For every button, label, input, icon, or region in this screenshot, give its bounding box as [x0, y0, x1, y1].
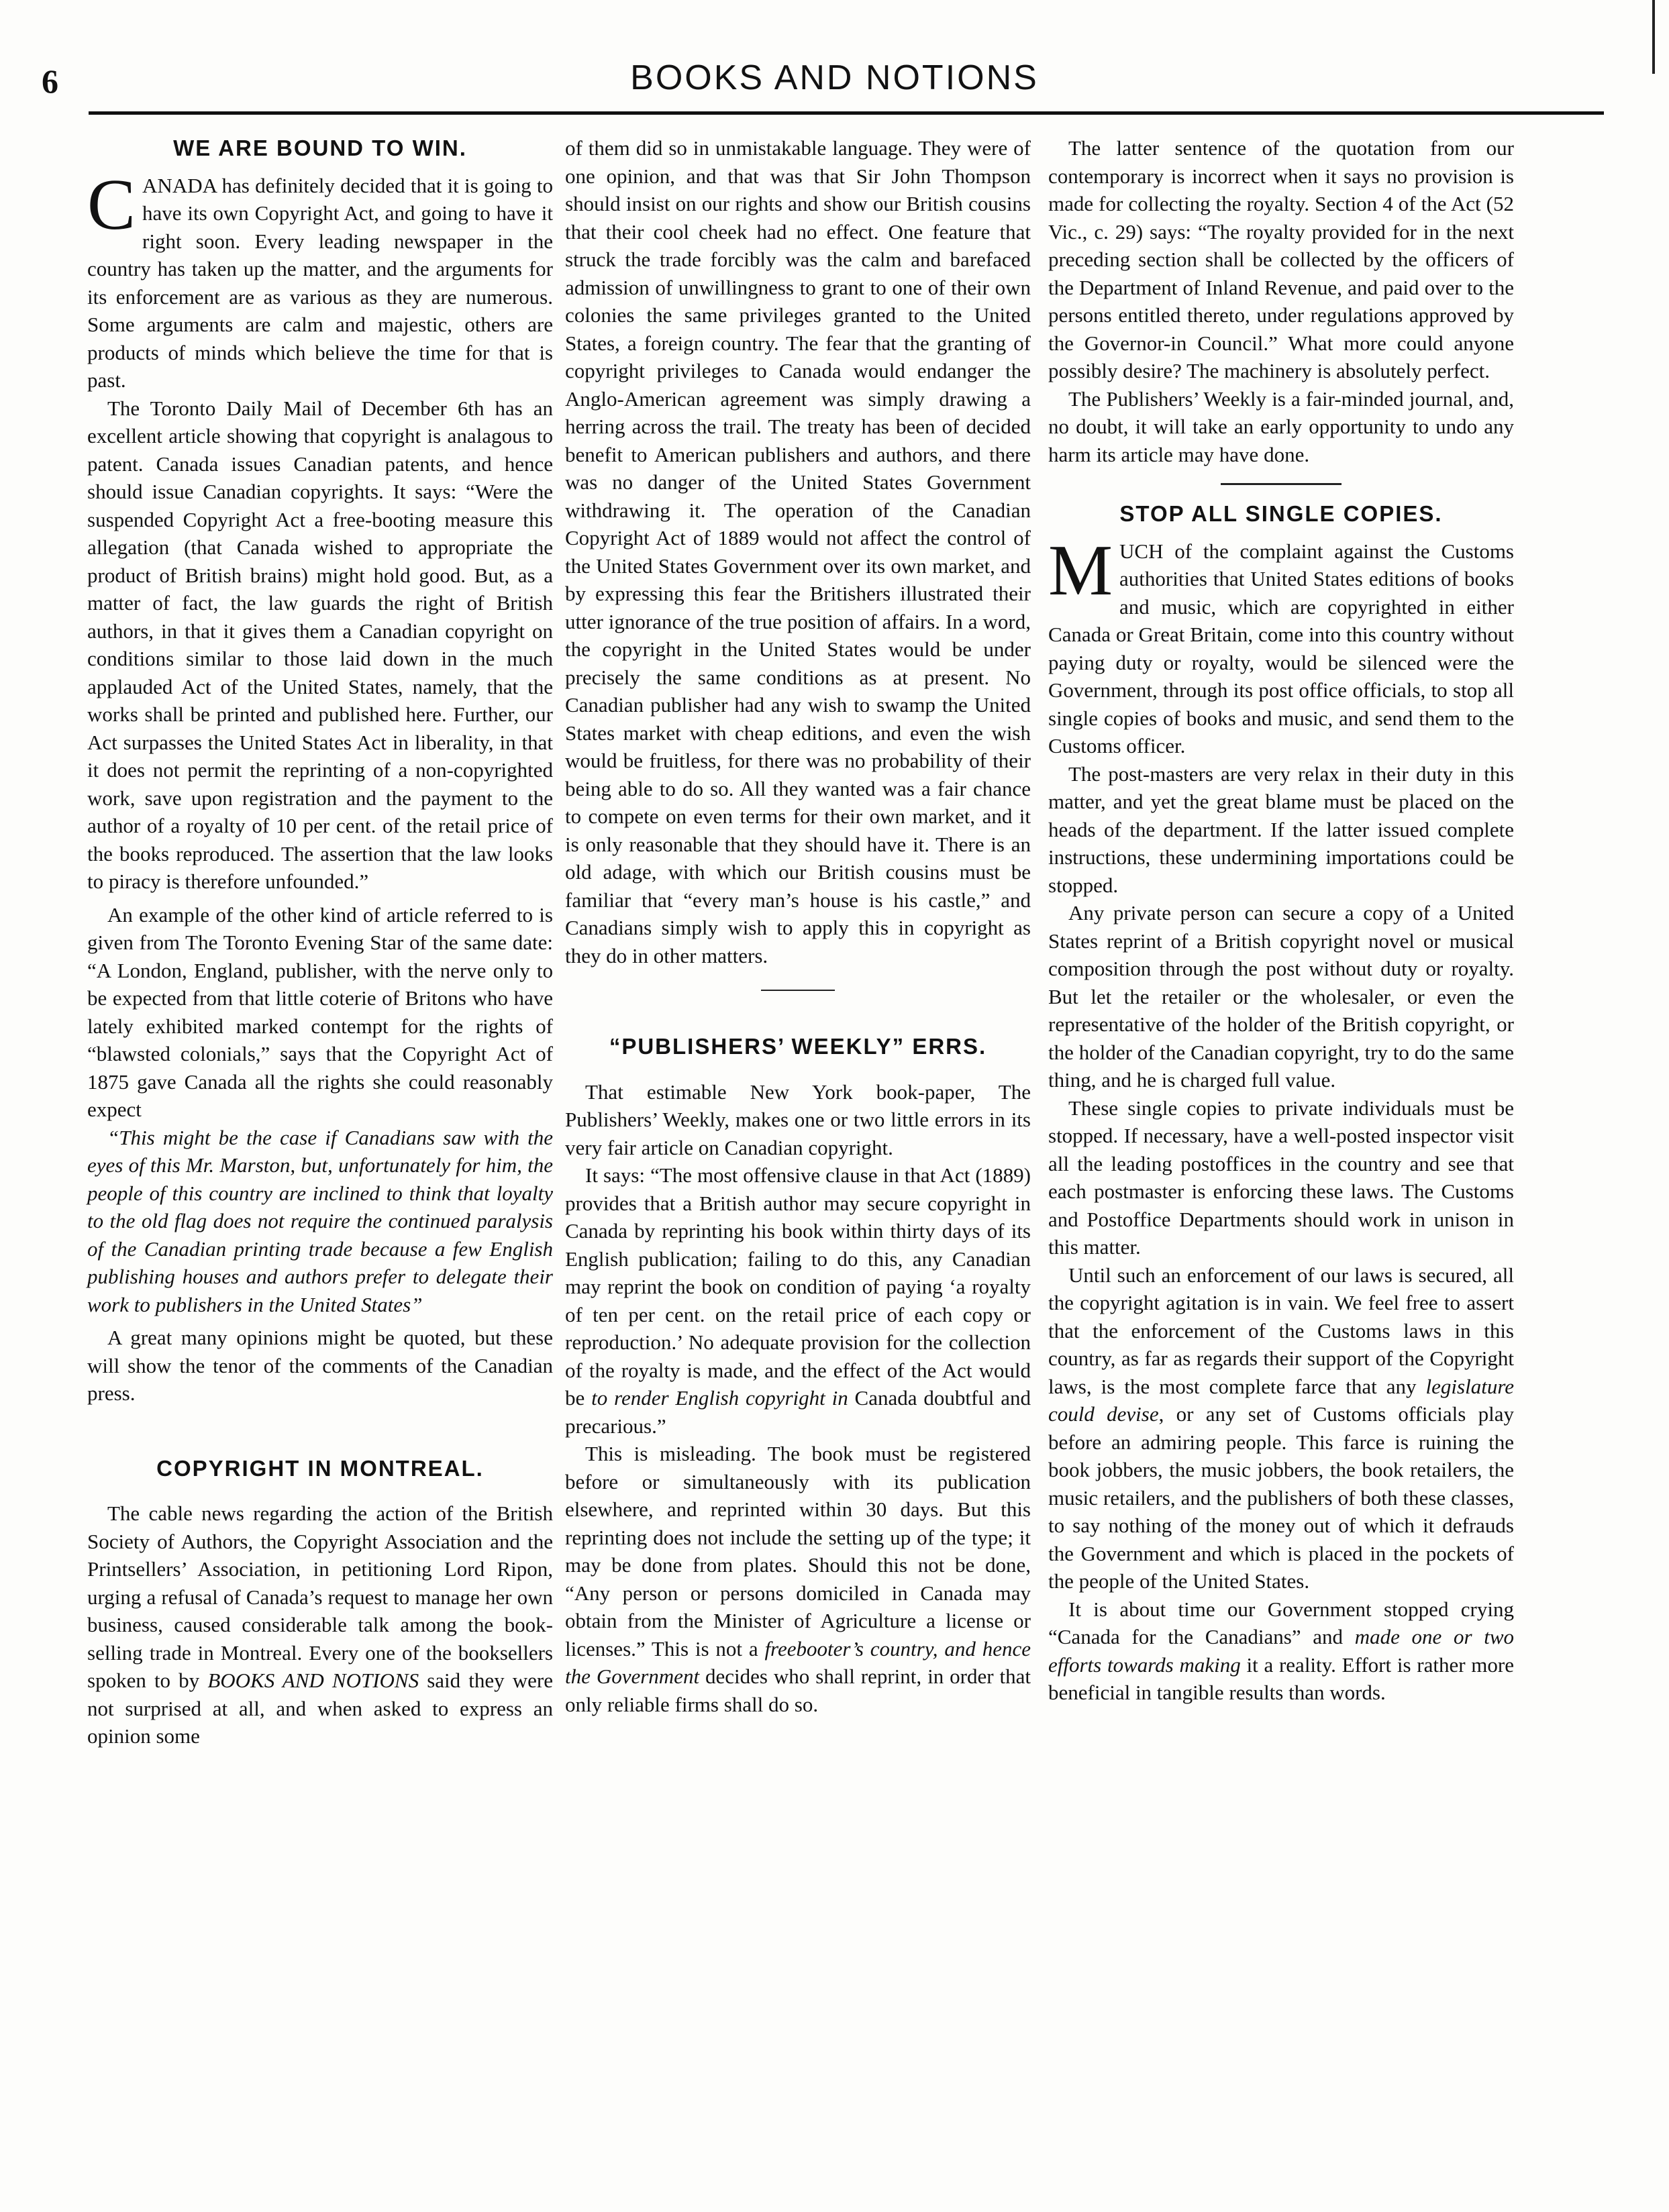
paragraph-text: Canada doubtful and precarious.”: [565, 1386, 1031, 1438]
column-1: [87, 134, 553, 1750]
article-paragraph: [565, 1161, 1031, 1440]
paragraph-text: UCH of the complaint against the Customs authorities that United States editions of books and music, which are copyrighted in either Canada or Great Britain, come into this country without paying duty or royalty, would be silenced were the Government, through its post office officials, to stop all single copies of books and music, and send them to the Customs officer.: [1048, 539, 1514, 757]
article-paragraph: Any private person can secure a copy of a United States reprint of a British copyright novel or musical composition through the post without duty or royalty. But let the retailer or the wholesaler, or even the representative of the holder of the British copyright, or the holder of the Canadian copyright, try to do the same thing, and he is charged full value.: [1048, 901, 1514, 1092]
running-title: BOOKS AND NOTIONS: [630, 58, 1039, 97]
paragraph-text: The cable news regarding the action of the British Society of Authors, the Copyright Association and the Printsellers’ Association, in petitioning Lord Ripon, urging a refusal of Canada’s request to manage her own business, caused considerable talk among the book-selling trade in Montreal. Every one of the booksellers spoken to by: [87, 1502, 553, 1692]
column-2: [565, 134, 1031, 1718]
article-paragraph: [1048, 1261, 1514, 1595]
article-paragraph: The Publishers’ Weekly is a fair-minded journal, and, no doubt, it will take an early opportunity to undo any harm its article may have done.: [1048, 386, 1514, 466]
heading-we-are-bound-to-win: WE ARE BOUND TO WIN.: [173, 136, 467, 160]
section-divider: [1221, 483, 1342, 485]
block-quote: “This might be the case if Canadians saw with the eyes of this Mr. Marston, but, unfortunately for him, the people of this country are inclined to think that loyalty to the old flag does not require the continued paralysis of the Canadian printing trade because a few English publishing houses and authors prefer to delegate their work to publishers in the United States”: [87, 1125, 553, 1316]
article-paragraph: A great many opinions might be quoted, but these will show the tenor of the comments of the Canadian press.: [87, 1326, 553, 1405]
paragraph-text: It says: “The most offensive clause in that Act (1889) provides that a British author may secure copyright in Canada by reprinting his book within thirty days of its English publication; failing to do this, any Canadian may reprint the book on condition of paying ‘a royalty of ten per cent. on the retail price of each copy or reproduction.’ No adequate provision for the collection of the royalty is made, and the effect of the Act would be: [565, 1163, 1031, 1410]
drop-cap: M: [1048, 530, 1113, 611]
article-paragraph: The latter sentence of the quotation from our contemporary is incorrect when it says no provision is made for collecting the royalty. Section 4 of the Act (52 Vic., c. 29) says: “The royalty provided for in the next preceding section shall be collected by the officers of the Department of Inland Revenue, and paid over to the persons entitled thereto, under regulations approved by the Governor-in Council.” What more could anyone possibly desire? The machinery is absolutely perfect.: [1048, 136, 1514, 382]
page-number: 6: [42, 62, 58, 100]
article-paragraph: [1048, 530, 1514, 760]
paragraph-text: said they were not surprised at all, and when asked to express an opinion some: [87, 1669, 553, 1748]
article-paragraph: [87, 1499, 553, 1750]
heading-copyright-in-montreal: COPYRIGHT IN MONTREAL.: [156, 1455, 484, 1481]
article-paragraph: That estimable New York book-paper, The Publishers’ Weekly, makes one or two little errors in its very fair article on Canadian copyright.: [565, 1079, 1031, 1159]
paragraph-text: it a reality. Effort is rather more beneficial in tangible results than words.: [1048, 1652, 1514, 1704]
italic-text: to render English copyright in: [591, 1386, 848, 1410]
italic-text: legislature could devise: [1048, 1374, 1514, 1426]
paragraph-text: It is about time our Government stopped crying “Canada for the Canadians” and: [1048, 1597, 1514, 1648]
section-divider: [761, 990, 835, 991]
paragraph-text: This is misleading. The book must be registered before or simultaneously with its publication elsewhere, and reprinted within 30 days. But this reprinting does not include the setting up of the type; it may be done from plates. Should this not be done, “Any person or persons domiciled in Canada may obtain from the Minister of Agriculture a license or licenses.” This is not a: [565, 1442, 1031, 1661]
article-paragraph: [1048, 1595, 1514, 1707]
paragraph-text: , or any set of Customs officials play before an admiring people. This farce is ruining the book jobbers, the music jobbers, the book retailers, the music retailers, and the publishers of both these classes, to say nothing of the money out of which it defrauds the Government and which is placed in the pockets of the people of the United States.: [1048, 1402, 1514, 1593]
italic-text: made one or two efforts towards making: [1048, 1625, 1514, 1677]
article-paragraph: of them did so in unmistakable language. They were of one opinion, and that was that Sir John Thompson should insist on our rights and show our British cousins that their cool cheek had no effect. One feature that struck the trade forcibly was the calm and barefaced admission of unwillingness to grant to one of their own colonies the same privileges granted to the United States, a foreign country. The fear that the granting of copyright privileges to Canada would endanger the Anglo-American agreement was simply drawing a herring across the trail. The treaty has been of decided benefit to American publishers and authors, and there was no danger of the United States Government withdrawing it. The operation of the Canadian Copyright Act of 1889 would not affect the control of the United States Government over its own market, and by expressing this fear the Britishers illustrated their utter ignorance of the true position of affairs. In a word, the copyright in the United States would be under precisely the same conditions as at present. No Canadian publisher had any wish to swamp the United States market with cheap editions, and even the wish would be fruitless, for there was no probability of their being able to do so. All they wanted was a fair chance to compete on even terms for their own market, and it is only reasonable that they should have it. There is an old adage, with which our British cousins must be familiar that “every man’s house is his castle,” and Canadians simply wish to apply this in copyright as they do in other matters.: [565, 136, 1031, 967]
heading-publishers-weekly-errs: “PUBLISHERS’ WEEKLY” ERRS.: [609, 1034, 987, 1059]
drop-cap: C: [87, 164, 136, 245]
paragraph-text: Until such an enforcement of our laws is secured, all the copyright agitation is in vain. We feel free to assert that the enforcement of the Customs laws in this country, as far as regards their support of the Copyright laws, is the most complete farce that any: [1048, 1263, 1514, 1398]
article-paragraph: An example of the other kind of article referred to is given from The Toronto Evening Star of the same date: “A London, England, publisher, with the nerve only to be expected from that little coterie of Britons who have lately exhibited marked contempt for the rights of “blawsted colonials,” says that the Copyright Act of 1875 gave Canada all the rights she could reasonably expect: [87, 902, 553, 1121]
scan-edge-mark: [1652, 0, 1655, 74]
article-paragraph: The Toronto Daily Mail of December 6th has an excellent article showing that copyright is analagous to patent. Canada issues Canadian patents, and hence should issue Canadian copyrights. It says: “Were the suspended Copyright Act a free-booting measure this allegation (that Canada wished to appropriate the product of British brains) might hold good. But, as a matter of fact, the law guards the right of British authors, in that it gives them a Canadian copyright on conditions similar to those laid down in the much applauded Act of the United States, namely, that the works shall be printed and published here. Further, our Act surpasses the United States Act in liberality, in that it does not permit the reprinting of a non-copyrighted work, save upon registration and the payment to the author of a royalty of 10 per cent. of the retail price of the books reproduced. The assertion that the law looks to piracy is therefore unfounded.”: [87, 396, 553, 893]
paragraph-text: ANADA has definitely decided that it is going to have its own Copyright Act, and going to have it right soon. Every leading newspaper in the country has taken up the matter, and the arguments for its enforcement are as various as they are numerous. Some arguments are calm and majestic, others are products of minds which believe the time for that is past.: [87, 173, 553, 392]
paragraph-text: decides who shall reprint, in order that only reliable firms shall do so.: [565, 1665, 1031, 1716]
article-paragraph: [565, 1440, 1031, 1718]
italic-text: freebooter’s country, and hence the Government: [565, 1636, 1031, 1688]
article-paragraph: These single copies to private individuals must be stopped. If necessary, have a well-posted inspector visit all the leading postoffices in the country and see that each postmaster is enforcing these laws. The Customs and Postoffice Departments should work in unison in this matter.: [1048, 1096, 1514, 1259]
article-paragraph: The post-masters are very relax in their duty in this matter, and yet the great blame must be placed on the heads of the department. If the latter issued complete instructions, these undermining importations could be stopped.: [1048, 761, 1514, 897]
column-3: [1048, 134, 1514, 1707]
article-paragraph: [87, 164, 553, 394]
heading-stop-all-single-copies: STOP ALL SINGLE COPIES.: [1119, 501, 1443, 526]
header-rule: [89, 111, 1604, 115]
publication-name: BOOKS AND NOTIONS: [207, 1669, 419, 1692]
